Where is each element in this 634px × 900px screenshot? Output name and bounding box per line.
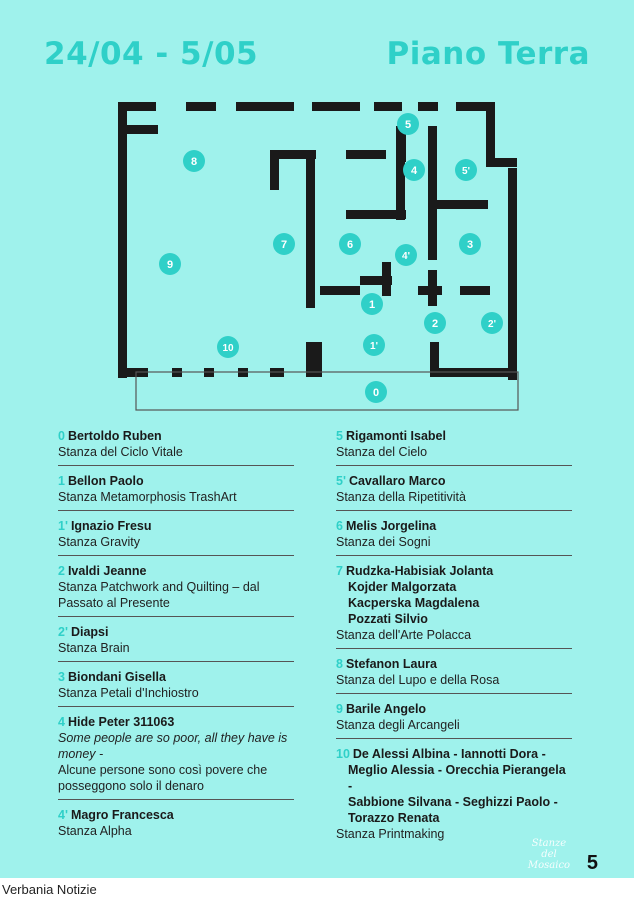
artist-name-text: Bertoldo Ruben xyxy=(67,429,162,443)
room-name: Stanza Petali d'Inchiostro xyxy=(58,686,199,700)
artist-name-text: Stefanon Laura xyxy=(345,657,437,671)
room-marker-label: 3 xyxy=(466,239,474,251)
artist-entry xyxy=(58,669,294,707)
room-number: 3 xyxy=(58,670,65,684)
room-number: 10 xyxy=(336,747,350,761)
artist-name xyxy=(58,473,294,489)
room-number: 0 xyxy=(58,429,65,443)
artist-name xyxy=(58,807,294,823)
artist-name xyxy=(336,563,572,579)
room-number: 1' xyxy=(58,519,68,533)
artist-name-text: Diapsi xyxy=(70,625,109,639)
artist-entry xyxy=(336,518,572,556)
floor-plan-walls xyxy=(118,102,517,380)
artist-name-text: Rigamonti Isabel xyxy=(345,429,446,443)
artist-name xyxy=(336,428,572,444)
room-marker xyxy=(424,312,446,334)
room-marker-label: 1' xyxy=(370,341,378,352)
room-marker xyxy=(363,334,385,356)
room-name: Stanza del Ciclo Vitale xyxy=(58,445,183,459)
right-artist-list xyxy=(336,428,572,854)
artist-entry xyxy=(58,563,294,617)
artist-name-extra: Kojder Malgorzata xyxy=(348,580,457,594)
room-name: Alcune persone sono così povere che posseggono solo il denaro xyxy=(58,763,268,793)
room-name: Stanza Alpha xyxy=(58,824,132,838)
room-name: Stanza del Cielo xyxy=(336,445,428,459)
room-markers xyxy=(159,113,503,403)
room-name: Stanza Printmaking xyxy=(336,827,445,841)
dates-title: 24/04 - 5/05 xyxy=(44,36,259,72)
room-name: Stanza Brain xyxy=(58,641,130,655)
room-name: Stanza Patchwork and Quilting – dal Passato al Presente xyxy=(58,580,260,610)
artist-name-text: Bellon Paolo xyxy=(67,474,144,488)
room-marker-label: 10 xyxy=(222,343,234,354)
artist-entry xyxy=(336,656,572,694)
room-marker-label: 1 xyxy=(368,299,376,311)
room-number: 5' xyxy=(336,474,346,488)
floor-title: Piano Terra xyxy=(386,36,590,72)
artist-entry xyxy=(58,714,294,800)
artist-name-text: Biondani Gisella xyxy=(67,670,166,684)
room-marker xyxy=(217,336,239,358)
artist-name-text: Rudzka-Habisiak Jolanta xyxy=(345,564,494,578)
artist-name xyxy=(336,701,572,717)
artist-name xyxy=(58,563,294,579)
artist-entry xyxy=(336,746,572,847)
room-name: Stanza della Ripetitività xyxy=(336,490,466,504)
room-marker xyxy=(459,233,481,255)
room-marker-label: 7 xyxy=(280,239,288,251)
room-marker xyxy=(397,113,419,135)
room-number: 2 xyxy=(58,564,65,578)
room-marker xyxy=(481,312,503,334)
room-number: 1 xyxy=(58,474,65,488)
artist-entry xyxy=(336,428,572,466)
artist-entry xyxy=(336,701,572,739)
artist-name-text: De Alessi Albina - Iannotti Dora - xyxy=(352,747,546,761)
room-marker xyxy=(403,159,425,181)
stanze-logo: Stanze del Mosaico xyxy=(527,838,571,871)
room-number: 7 xyxy=(336,564,343,578)
artist-entry xyxy=(336,473,572,511)
room-name: Stanza del Lupo e della Rosa xyxy=(336,673,500,687)
room-number: 6 xyxy=(336,519,343,533)
room-marker xyxy=(183,150,205,172)
artist-name xyxy=(58,518,294,534)
page-number: 5 xyxy=(586,852,598,874)
artist-name xyxy=(336,473,572,489)
room-marker-label: 8 xyxy=(190,156,198,168)
room-marker xyxy=(365,381,387,403)
room-number: 8 xyxy=(336,657,343,671)
artist-name-text: Barile Angelo xyxy=(345,702,427,716)
artist-name-text: Magro Francesca xyxy=(70,808,174,822)
artist-name-extra: Kacperska Magdalena xyxy=(348,596,480,610)
room-number: 5 xyxy=(336,429,343,443)
artist-name-extra: Meglio Alessia - Orecchia Pierangela - xyxy=(348,763,566,793)
room-marker xyxy=(273,233,295,255)
artist-name xyxy=(336,518,572,534)
footer-credit: Verbania Notizie xyxy=(2,882,97,897)
artist-name-text: Melis Jorgelina xyxy=(345,519,437,533)
floor-plan xyxy=(0,0,634,420)
room-marker-label: 4 xyxy=(410,165,418,177)
room-number: 4 xyxy=(58,715,65,729)
artist-name-extra: Torazzo Renata xyxy=(348,811,440,825)
room-marker-label: 9 xyxy=(166,259,174,271)
artist-name-extra: Sabbione Silvana - Seghizzi Paolo - xyxy=(348,795,558,809)
artist-name-text: Hide Peter 311063 xyxy=(67,715,175,729)
artist-name-text: Ivaldi Jeanne xyxy=(67,564,147,578)
artist-entry xyxy=(58,473,294,511)
room-number: 9 xyxy=(336,702,343,716)
artist-name-extra: Pozzati Silvio xyxy=(348,612,428,626)
room-marker-label: 6 xyxy=(346,239,354,251)
room-name: Stanza dell'Arte Polacca xyxy=(336,628,472,642)
room-marker-label: 2' xyxy=(488,319,496,330)
artist-entry xyxy=(58,624,294,662)
room-marker xyxy=(361,293,383,315)
room-marker-label: 4' xyxy=(402,251,410,262)
artist-entry xyxy=(58,807,294,844)
artist-quote: Some people are so poor, all they have is money - xyxy=(58,731,288,761)
left-artist-list xyxy=(58,428,294,851)
room-marker-label: 5' xyxy=(462,166,470,177)
room-number: 4' xyxy=(58,808,68,822)
room-marker xyxy=(159,253,181,275)
room-marker-label: 0 xyxy=(372,387,380,399)
artist-name xyxy=(336,746,572,762)
room-marker-label: 5 xyxy=(404,119,412,131)
room-name: Stanza Gravity xyxy=(58,535,140,549)
artist-entry xyxy=(58,428,294,466)
artist-name-text: Ignazio Fresu xyxy=(70,519,152,533)
room-name: Stanza Metamorphosis TrashArt xyxy=(58,490,237,504)
room-marker xyxy=(455,159,477,181)
room-marker-label: 2 xyxy=(431,318,439,330)
room-marker xyxy=(339,233,361,255)
artist-name xyxy=(58,714,294,730)
room-marker xyxy=(395,244,417,266)
room-name: Stanza degli Arcangeli xyxy=(336,718,460,732)
artist-name-text: Cavallaro Marco xyxy=(348,474,446,488)
room-name: Stanza dei Sogni xyxy=(336,535,431,549)
base-outline xyxy=(136,372,518,410)
room-number: 2' xyxy=(58,625,68,639)
artist-entry xyxy=(336,563,572,649)
artist-name xyxy=(58,624,294,640)
artist-name xyxy=(58,428,294,444)
artist-entry xyxy=(58,518,294,556)
artist-name xyxy=(58,669,294,685)
artist-name xyxy=(336,656,572,672)
